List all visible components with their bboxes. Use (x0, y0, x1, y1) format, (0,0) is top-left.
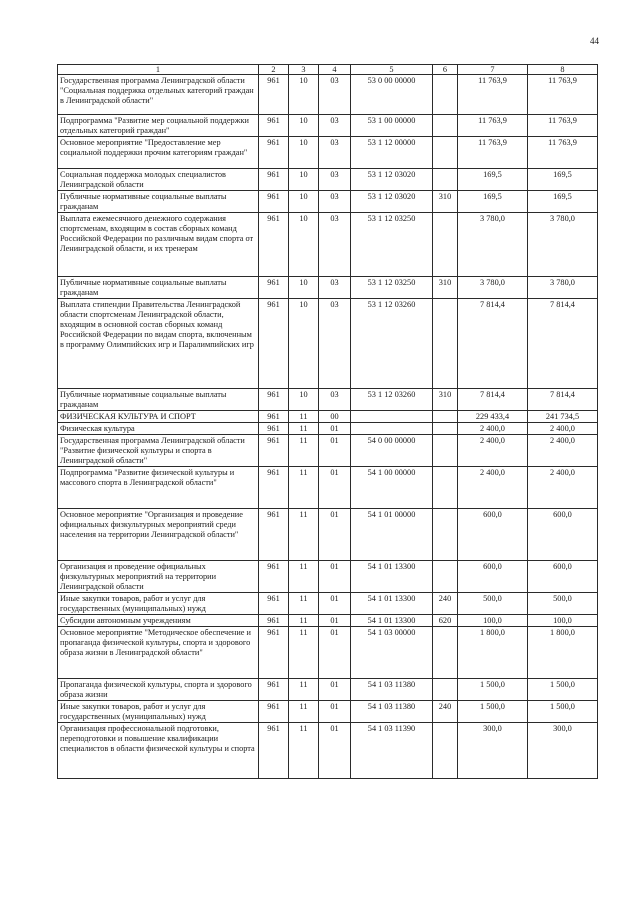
expense-type-code: 620 (433, 615, 458, 627)
row-name: Физическая культура (58, 423, 259, 435)
subsection-code: 01 (319, 701, 351, 723)
row-name: Организация и проведение официальных физкультурных мероприятий на территории Ленинградской области (58, 561, 259, 593)
row-name: Иные закупки товаров, работ и услуг для государственных (муниципальных) нужд (58, 701, 259, 723)
grbs-code: 961 (259, 615, 289, 627)
amount-year-1: 7 814,4 (458, 389, 528, 411)
target-article-code (351, 411, 433, 423)
target-article-code: 54 1 03 11380 (351, 679, 433, 701)
expense-type-code (433, 627, 458, 679)
section-code: 10 (289, 213, 319, 277)
section-code: 11 (289, 423, 319, 435)
expense-type-code (433, 213, 458, 277)
section-code: 10 (289, 299, 319, 389)
target-article-code: 53 1 12 03250 (351, 213, 433, 277)
amount-year-2: 300,0 (528, 723, 598, 779)
grbs-code: 961 (259, 169, 289, 191)
section-code: 11 (289, 509, 319, 561)
subsection-code: 03 (319, 75, 351, 115)
section-code: 11 (289, 679, 319, 701)
target-article-code: 53 1 12 03260 (351, 299, 433, 389)
section-code: 11 (289, 467, 319, 509)
section-code: 10 (289, 277, 319, 299)
grbs-code: 961 (259, 213, 289, 277)
table-row (58, 467, 598, 509)
amount-year-2: 600,0 (528, 561, 598, 593)
expense-type-code: 240 (433, 593, 458, 615)
target-article-code (351, 423, 433, 435)
table-row (58, 169, 598, 191)
target-article-code: 53 1 12 03260 (351, 389, 433, 411)
table-row (58, 723, 598, 779)
amount-year-1: 169,5 (458, 169, 528, 191)
row-name: Основное мероприятие "Организация и проведение официальных физкультурных мероприятий среди населения на территории Ленинградской области" (58, 509, 259, 561)
expense-type-code (433, 115, 458, 137)
subsection-code: 01 (319, 509, 351, 561)
subsection-code: 03 (319, 191, 351, 213)
target-article-code: 53 0 00 00000 (351, 75, 433, 115)
amount-year-2: 7 814,4 (528, 389, 598, 411)
grbs-code: 961 (259, 191, 289, 213)
subsection-code: 03 (319, 277, 351, 299)
table-row (58, 191, 598, 213)
grbs-code: 961 (259, 411, 289, 423)
column-number-row (58, 65, 598, 75)
subsection-code: 00 (319, 411, 351, 423)
amount-year-2: 241 734,5 (528, 411, 598, 423)
target-article-code: 54 1 03 00000 (351, 627, 433, 679)
row-name: Организация профессиональной подготовки, переподготовки и повышение квалификации специалистов в области физической культуры и спорта (58, 723, 259, 779)
column-header: 1 (58, 65, 259, 75)
subsection-code: 01 (319, 627, 351, 679)
grbs-code: 961 (259, 75, 289, 115)
section-code: 10 (289, 389, 319, 411)
section-code: 10 (289, 75, 319, 115)
row-name: Выплата стипендии Правительства Ленинградской области спортсменам Ленинградской области, входящим в основной состав сборных команд Российской Федерации по видам спорта, включенным в программу Олимпийских игр и Паралимпийских игр (58, 299, 259, 389)
row-name: Подпрограмма "Развитие физической культуры и массового спорта в Ленинградской области" (58, 467, 259, 509)
column-header: 3 (289, 65, 319, 75)
target-article-code: 53 1 12 03250 (351, 277, 433, 299)
target-article-code: 53 1 12 03020 (351, 169, 433, 191)
amount-year-2: 7 814,4 (528, 299, 598, 389)
table-row (58, 615, 598, 627)
amount-year-1: 1 800,0 (458, 627, 528, 679)
row-name: ФИЗИЧЕСКАЯ КУЛЬТУРА И СПОРТ (58, 411, 259, 423)
amount-year-2: 600,0 (528, 509, 598, 561)
grbs-code: 961 (259, 561, 289, 593)
expense-type-code (433, 561, 458, 593)
amount-year-2: 100,0 (528, 615, 598, 627)
expense-type-code: 310 (433, 191, 458, 213)
amount-year-1: 11 763,9 (458, 137, 528, 169)
subsection-code: 01 (319, 435, 351, 467)
section-code: 11 (289, 435, 319, 467)
expense-type-code (433, 169, 458, 191)
target-article-code: 53 1 00 00000 (351, 115, 433, 137)
grbs-code: 961 (259, 299, 289, 389)
expense-type-code (433, 299, 458, 389)
section-code: 11 (289, 561, 319, 593)
column-header: 7 (458, 65, 528, 75)
expense-type-code: 310 (433, 277, 458, 299)
column-header: 2 (259, 65, 289, 75)
amount-year-1: 500,0 (458, 593, 528, 615)
amount-year-2: 3 780,0 (528, 277, 598, 299)
amount-year-1: 229 433,4 (458, 411, 528, 423)
target-article-code: 54 1 03 11390 (351, 723, 433, 779)
subsection-code: 03 (319, 389, 351, 411)
expense-type-code (433, 723, 458, 779)
row-name: Публичные нормативные социальные выплаты гражданам (58, 277, 259, 299)
grbs-code: 961 (259, 593, 289, 615)
amount-year-2: 11 763,9 (528, 75, 598, 115)
grbs-code: 961 (259, 679, 289, 701)
grbs-code: 961 (259, 467, 289, 509)
subsection-code: 03 (319, 115, 351, 137)
amount-year-1: 2 400,0 (458, 423, 528, 435)
table-row (58, 509, 598, 561)
target-article-code: 54 1 01 13300 (351, 593, 433, 615)
expense-type-code (433, 137, 458, 169)
row-name: Государственная программа Ленинградской области "Социальная поддержка отдельных категорий граждан в Ленинградской области" (58, 75, 259, 115)
expense-type-code (433, 435, 458, 467)
target-article-code: 53 1 12 00000 (351, 137, 433, 169)
grbs-code: 961 (259, 423, 289, 435)
amount-year-2: 1 800,0 (528, 627, 598, 679)
table-row (58, 137, 598, 169)
column-header: 6 (433, 65, 458, 75)
amount-year-1: 1 500,0 (458, 701, 528, 723)
amount-year-2: 2 400,0 (528, 435, 598, 467)
amount-year-2: 1 500,0 (528, 679, 598, 701)
subsection-code: 01 (319, 467, 351, 509)
subsection-code: 01 (319, 423, 351, 435)
amount-year-2: 11 763,9 (528, 115, 598, 137)
expense-type-code: 240 (433, 701, 458, 723)
amount-year-1: 600,0 (458, 509, 528, 561)
grbs-code: 961 (259, 435, 289, 467)
subsection-code: 03 (319, 169, 351, 191)
table-row (58, 561, 598, 593)
expense-type-code (433, 467, 458, 509)
expense-type-code (433, 423, 458, 435)
section-code: 11 (289, 411, 319, 423)
subsection-code: 01 (319, 615, 351, 627)
row-name: Субсидии автономным учреждениям (58, 615, 259, 627)
budget-table (57, 64, 598, 779)
target-article-code: 54 1 03 11380 (351, 701, 433, 723)
grbs-code: 961 (259, 627, 289, 679)
amount-year-1: 11 763,9 (458, 75, 528, 115)
target-article-code: 54 1 01 13300 (351, 615, 433, 627)
row-name: Социальная поддержка молодых специалистов Ленинградской области (58, 169, 259, 191)
table-row (58, 213, 598, 277)
amount-year-1: 1 500,0 (458, 679, 528, 701)
amount-year-1: 2 400,0 (458, 435, 528, 467)
target-article-code: 54 0 00 00000 (351, 435, 433, 467)
row-name: Государственная программа Ленинградской области "Развитие физической культуры и спорта в Ленинградской области" (58, 435, 259, 467)
column-header: 5 (351, 65, 433, 75)
section-code: 11 (289, 723, 319, 779)
subsection-code: 01 (319, 561, 351, 593)
subsection-code: 01 (319, 593, 351, 615)
grbs-code: 961 (259, 389, 289, 411)
grbs-code: 961 (259, 277, 289, 299)
row-name: Основное мероприятие "Предоставление мер социальной поддержки прочим категориям граждан" (58, 137, 259, 169)
grbs-code: 961 (259, 115, 289, 137)
row-name: Подпрограмма "Развитие мер социальной поддержки отдельных категорий граждан" (58, 115, 259, 137)
section-code: 10 (289, 169, 319, 191)
row-name: Выплата ежемесячного денежного содержания спортсменам, входящим в состав сборных команд Российской Федерации по различным видам спорта от Ленинградской области, и их тренерам (58, 213, 259, 277)
table-row (58, 277, 598, 299)
row-name: Основное мероприятие "Методическое обеспечение и пропаганда физической культуры, спорта и здорового образа жизни в Ленинградской области" (58, 627, 259, 679)
row-name: Пропаганда физической культуры, спорта и здорового образа жизни (58, 679, 259, 701)
grbs-code: 961 (259, 137, 289, 169)
amount-year-2: 500,0 (528, 593, 598, 615)
table-row (58, 75, 598, 115)
target-article-code: 53 1 12 03020 (351, 191, 433, 213)
section-code: 10 (289, 191, 319, 213)
column-header: 4 (319, 65, 351, 75)
amount-year-1: 7 814,4 (458, 299, 528, 389)
table-row (58, 627, 598, 679)
amount-year-1: 2 400,0 (458, 467, 528, 509)
expense-type-code: 310 (433, 389, 458, 411)
table-row (58, 389, 598, 411)
table-row (58, 115, 598, 137)
row-name: Иные закупки товаров, работ и услуг для государственных (муниципальных) нужд (58, 593, 259, 615)
expense-type-code (433, 411, 458, 423)
subsection-code: 03 (319, 137, 351, 169)
grbs-code: 961 (259, 509, 289, 561)
target-article-code: 54 1 01 00000 (351, 509, 433, 561)
amount-year-2: 1 500,0 (528, 701, 598, 723)
expense-type-code (433, 75, 458, 115)
amount-year-2: 3 780,0 (528, 213, 598, 277)
subsection-code: 03 (319, 213, 351, 277)
expense-type-code (433, 509, 458, 561)
amount-year-2: 169,5 (528, 169, 598, 191)
subsection-code: 03 (319, 299, 351, 389)
amount-year-1: 3 780,0 (458, 213, 528, 277)
grbs-code: 961 (259, 723, 289, 779)
section-code: 11 (289, 627, 319, 679)
amount-year-1: 300,0 (458, 723, 528, 779)
amount-year-2: 2 400,0 (528, 467, 598, 509)
section-code: 10 (289, 137, 319, 169)
amount-year-1: 100,0 (458, 615, 528, 627)
table-row (58, 411, 598, 423)
row-name: Публичные нормативные социальные выплаты гражданам (58, 191, 259, 213)
table-row (58, 701, 598, 723)
target-article-code: 54 1 00 00000 (351, 467, 433, 509)
section-code: 11 (289, 615, 319, 627)
page-number: 44 (590, 36, 599, 46)
expense-type-code (433, 679, 458, 701)
subsection-code: 01 (319, 679, 351, 701)
section-code: 11 (289, 593, 319, 615)
row-name: Публичные нормативные социальные выплаты гражданам (58, 389, 259, 411)
amount-year-1: 169,5 (458, 191, 528, 213)
table-row (58, 593, 598, 615)
target-article-code: 54 1 01 13300 (351, 561, 433, 593)
amount-year-1: 3 780,0 (458, 277, 528, 299)
table-row (58, 435, 598, 467)
table-row (58, 423, 598, 435)
amount-year-2: 169,5 (528, 191, 598, 213)
table-row (58, 679, 598, 701)
section-code: 11 (289, 701, 319, 723)
column-header: 8 (528, 65, 598, 75)
amount-year-2: 2 400,0 (528, 423, 598, 435)
amount-year-2: 11 763,9 (528, 137, 598, 169)
subsection-code: 01 (319, 723, 351, 779)
amount-year-1: 600,0 (458, 561, 528, 593)
table-row (58, 299, 598, 389)
amount-year-1: 11 763,9 (458, 115, 528, 137)
grbs-code: 961 (259, 701, 289, 723)
section-code: 10 (289, 115, 319, 137)
